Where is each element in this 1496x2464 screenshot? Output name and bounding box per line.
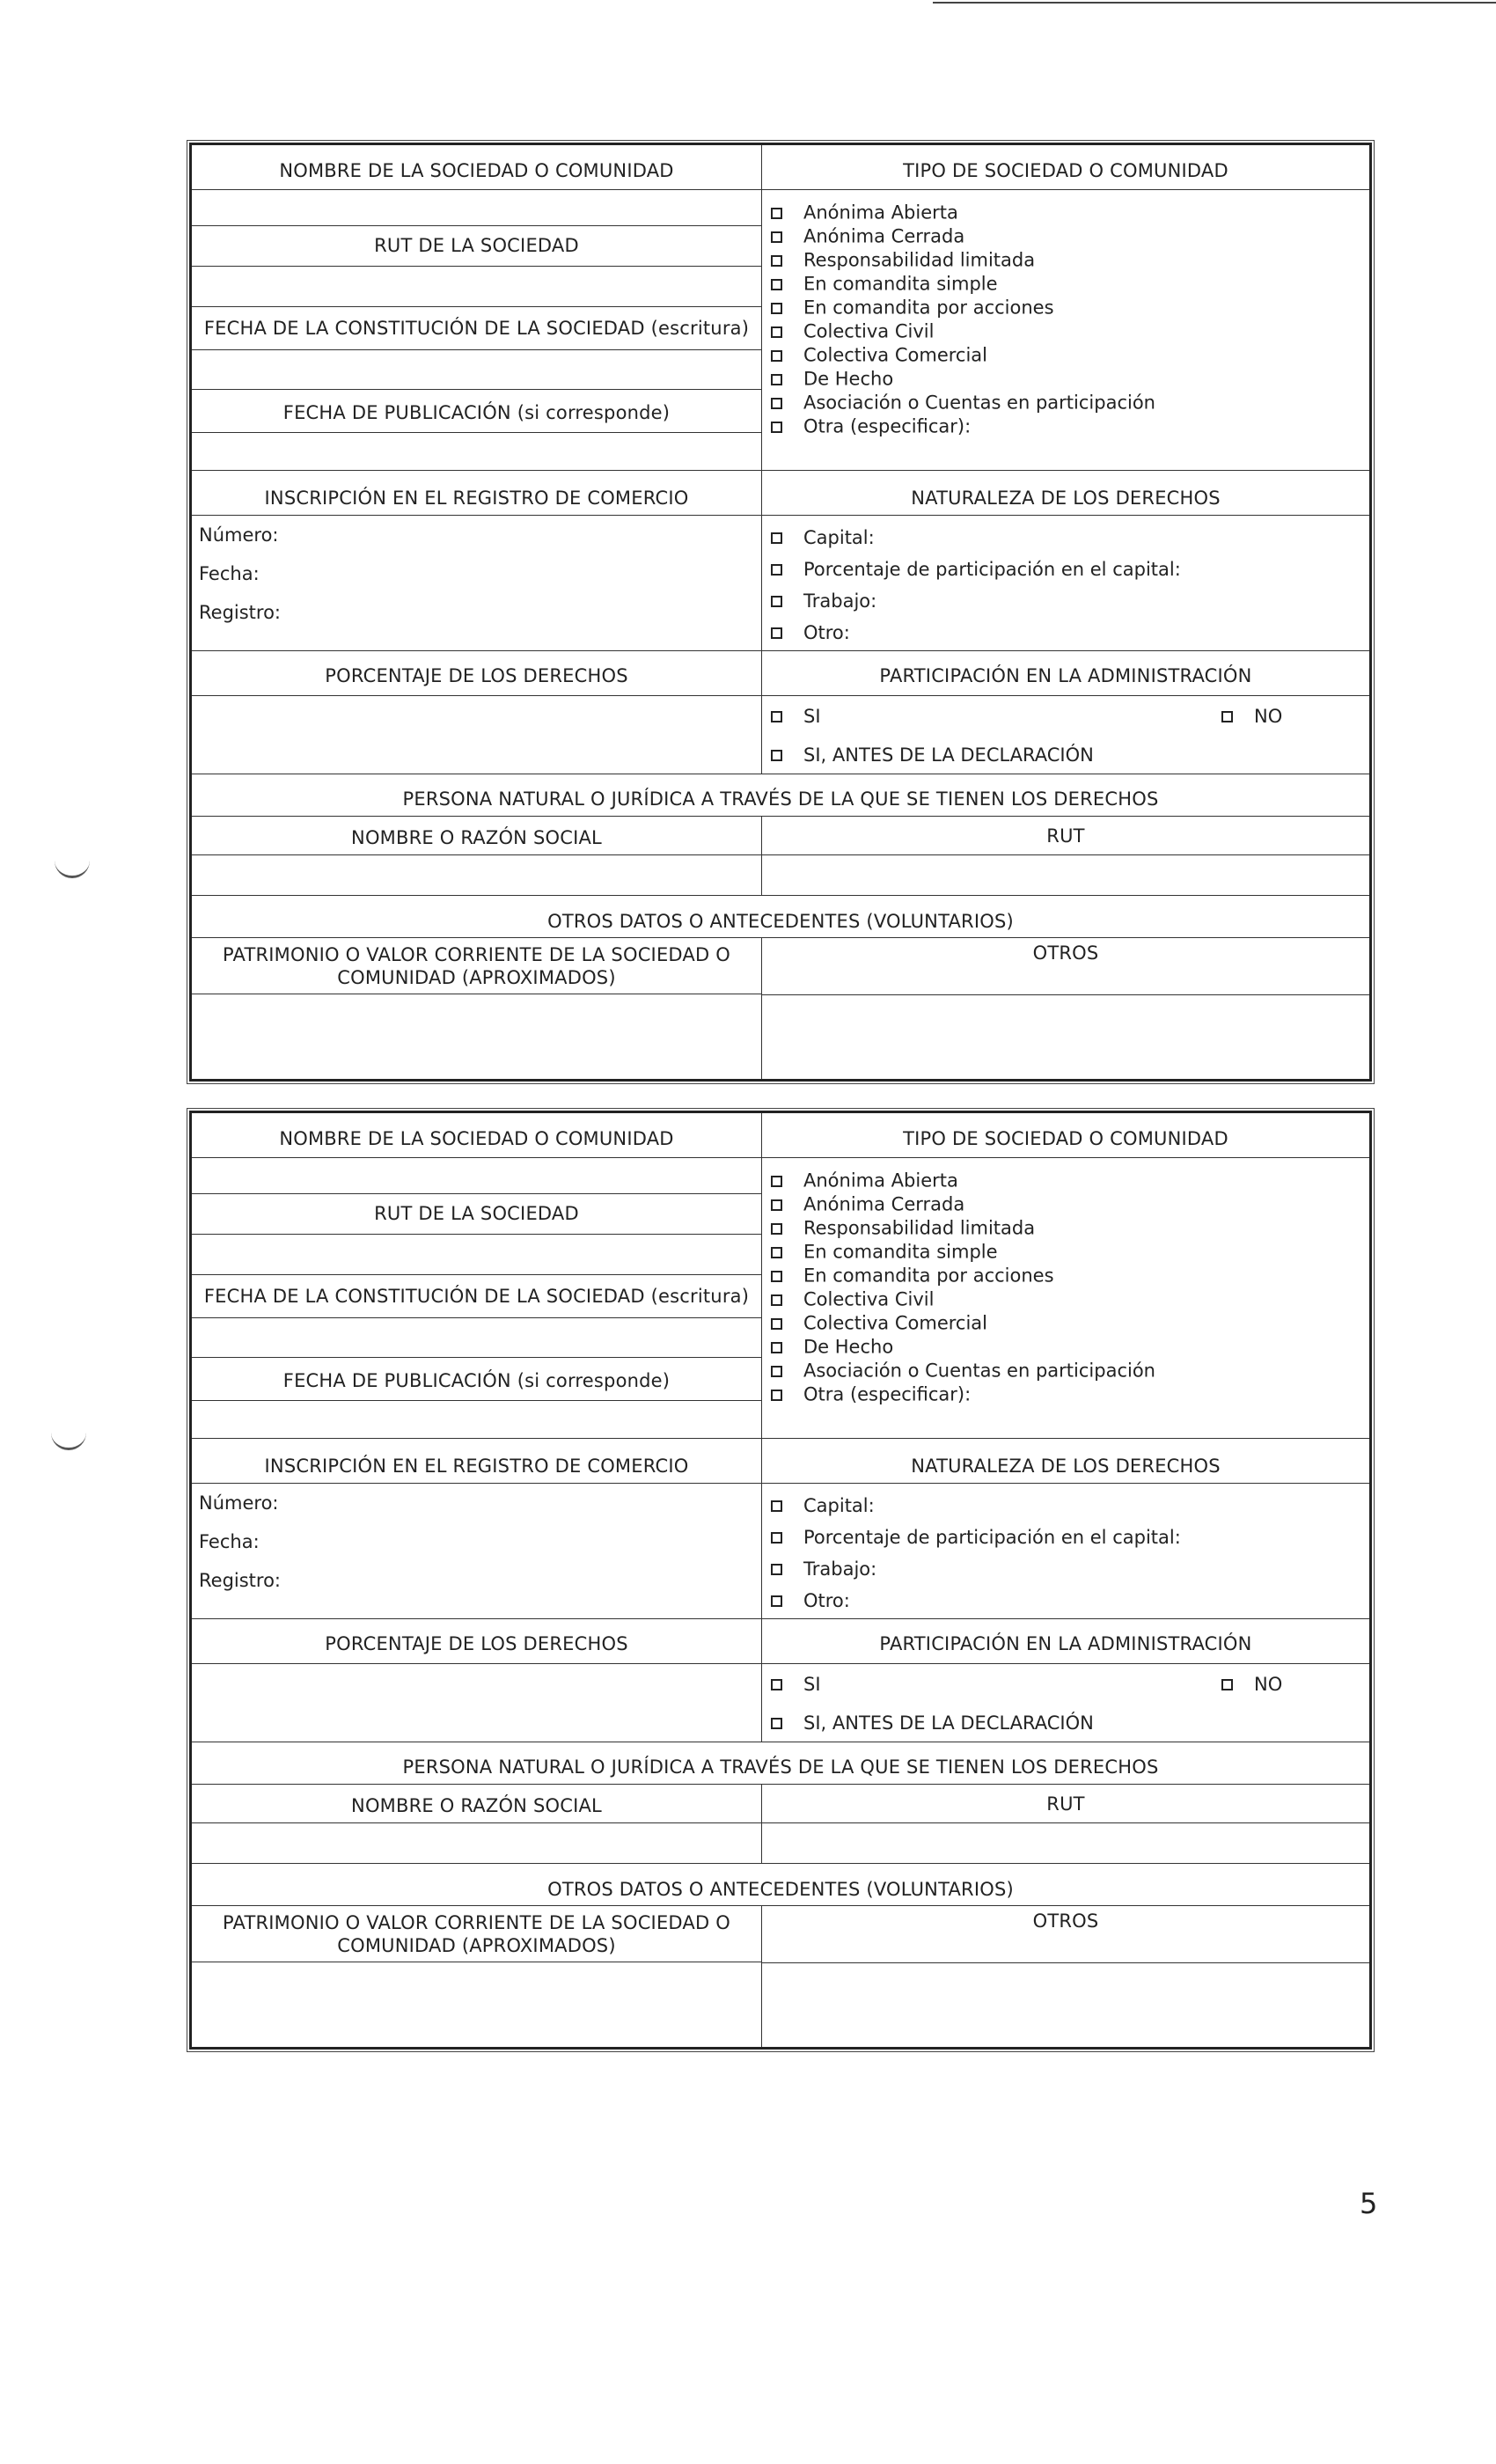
option-label: Responsabilidad limitada (803, 1217, 1036, 1239)
constitution-date-label: FECHA DE LA CONSTITUCIÓN DE LA SOCIEDAD (escritura) (192, 1275, 761, 1318)
company-section (192, 145, 1369, 471)
registration-column (192, 1439, 762, 1618)
option-label: Capital: (803, 1495, 875, 1516)
option-label: En comandita por acciones (803, 297, 1054, 319)
percentage-section (192, 1619, 1369, 1742)
company-type-column (762, 145, 1369, 470)
registration-column (192, 471, 762, 650)
company-type-option[interactable] (762, 391, 1369, 414)
company-type-option[interactable] (762, 1287, 1369, 1311)
rights-nature-options (762, 516, 1369, 648)
intermediary-rut-label: RUT (1046, 1793, 1085, 1815)
checkbox-icon[interactable] (771, 532, 782, 544)
percentage-section (192, 651, 1369, 774)
checkbox-icon[interactable] (771, 326, 782, 338)
option-label: Colectiva Comercial (803, 344, 987, 366)
publication-date-field[interactable] (192, 1401, 761, 1440)
company-rut-field[interactable] (192, 1235, 761, 1275)
company-type-option[interactable] (762, 1382, 1369, 1406)
checkbox-icon[interactable] (1221, 711, 1233, 722)
checkbox-icon[interactable] (771, 1679, 782, 1690)
company-type-option[interactable] (762, 1216, 1369, 1240)
admin-no-option[interactable]: NO (1221, 1664, 1282, 1704)
rights-nature-option[interactable] (762, 1521, 1369, 1552)
company-type-label: TIPO DE SOCIEDAD O COMUNIDAD (762, 145, 1369, 190)
checkbox-icon[interactable] (771, 750, 782, 761)
company-name-label: NOMBRE DE LA SOCIEDAD O COMUNIDAD (192, 1113, 761, 1158)
checkbox-icon[interactable] (771, 1271, 782, 1282)
registration-section (192, 1439, 1369, 1619)
company-name-field[interactable] (192, 1158, 761, 1194)
rights-nature-option[interactable] (762, 553, 1369, 584)
company-name-field[interactable] (192, 190, 761, 226)
admin-yes-option[interactable]: SI NO (762, 1664, 1369, 1703)
patrimony-field[interactable] (192, 994, 761, 1074)
rights-nature-label: NATURALEZA DE LOS DERECHOS (762, 1439, 1369, 1484)
option-label: Porcentaje de participación en el capital: (803, 1527, 1181, 1548)
checkbox-icon[interactable] (771, 564, 782, 576)
registration-registry-label: Registro: (199, 1570, 282, 1591)
patrimony-label: PATRIMONIO O VALOR CORRIENTE DE LA SOCIEDAD O COMUNIDAD (APROXIMADOS) (192, 938, 761, 994)
option-label: Anónima Abierta (803, 202, 958, 224)
company-type-option[interactable] (762, 367, 1369, 391)
rights-percentage-label: PORCENTAJE DE LOS DERECHOS (192, 1619, 761, 1664)
rights-percentage-field[interactable] (192, 1664, 761, 1742)
intermediary-rut-label: RUT (1046, 825, 1085, 847)
checkbox-icon[interactable] (771, 1223, 782, 1235)
company-type-option[interactable] (762, 319, 1369, 343)
checkbox-icon[interactable] (771, 303, 782, 314)
option-label: Otra (especificar): (803, 415, 972, 437)
registration-registry-label: Registro: (199, 602, 282, 623)
company-rut-label: RUT DE LA SOCIEDAD (192, 1194, 761, 1235)
constitution-date-field[interactable] (192, 1318, 761, 1358)
option-label: De Hecho (803, 368, 894, 390)
other-data-section (192, 938, 1369, 1079)
declaration-form-1 (189, 143, 1372, 1082)
publication-date-label: FECHA DE PUBLICACIÓN (si corresponde) (192, 390, 761, 433)
checkbox-icon[interactable] (771, 208, 782, 219)
company-type-option[interactable] (762, 1240, 1369, 1264)
checkbox-icon[interactable] (771, 1199, 782, 1211)
company-type-column (762, 1113, 1369, 1438)
company-info-column (192, 145, 762, 470)
option-label: Otro: (803, 1590, 850, 1611)
intermediary-labels-row (192, 817, 1369, 855)
option-label: Colectiva Civil (803, 1288, 935, 1310)
rights-nature-option[interactable] (762, 584, 1369, 616)
others-label: OTROS (762, 938, 1369, 995)
constitution-date-field[interactable] (192, 350, 761, 390)
rights-nature-option[interactable] (762, 1489, 1369, 1521)
intermediary-fields-row (192, 855, 1369, 896)
admin-yes-option[interactable]: SI NO (762, 696, 1369, 735)
patrimony-field[interactable] (192, 1962, 761, 2042)
company-type-option[interactable] (762, 1359, 1369, 1382)
checkbox-icon[interactable] (771, 627, 782, 639)
rights-nature-column (762, 1439, 1369, 1618)
rights-nature-options (762, 1484, 1369, 1616)
checkbox-icon[interactable] (771, 1342, 782, 1353)
company-type-option[interactable] (762, 248, 1369, 272)
option-label: De Hecho (803, 1336, 894, 1358)
checkbox-icon[interactable] (771, 1718, 782, 1729)
rights-nature-option[interactable] (762, 1584, 1369, 1616)
checkbox-icon[interactable] (771, 398, 782, 409)
company-type-option[interactable] (762, 1264, 1369, 1287)
company-type-options (762, 190, 1369, 438)
checkbox-icon[interactable] (771, 1176, 782, 1187)
percentage-column (192, 651, 762, 774)
checkbox-icon[interactable] (771, 1500, 782, 1512)
company-type-option[interactable] (762, 414, 1369, 438)
intermediary-rut-field[interactable] (762, 855, 1369, 895)
company-rut-label: RUT DE LA SOCIEDAD (192, 226, 761, 267)
registration-number-label: Número: (199, 1492, 279, 1514)
others-column (762, 1906, 1369, 2047)
admin-no-option[interactable]: NO (1221, 696, 1282, 736)
admin-yes-before-option[interactable]: SI, ANTES DE LA DECLARACIÓN (762, 1703, 1369, 1742)
checkbox-icon[interactable] (771, 1532, 782, 1544)
option-label: Colectiva Comercial (803, 1312, 987, 1334)
option-label: Anónima Cerrada (803, 1193, 965, 1215)
admin-participation-column (762, 1619, 1369, 1742)
checkbox-icon[interactable] (1221, 1679, 1233, 1690)
intermediary-rut-field[interactable] (762, 1823, 1369, 1863)
rights-nature-column (762, 471, 1369, 650)
checkbox-icon[interactable] (771, 279, 782, 290)
intermediary-header-row (192, 1742, 1369, 1785)
company-type-option[interactable] (762, 343, 1369, 367)
option-label: Anónima Abierta (803, 1170, 958, 1192)
option-label: En comandita simple (803, 273, 998, 295)
checkbox-icon[interactable] (771, 1294, 782, 1306)
intermediary-name-label: NOMBRE O RAZÓN SOCIAL (192, 817, 762, 854)
option-label: Trabajo: (803, 590, 877, 612)
punch-hole-mark (55, 849, 90, 878)
option-label: En comandita por acciones (803, 1265, 1054, 1287)
option-label: Porcentaje de participación en el capital: (803, 559, 1181, 580)
admin-participation-label: PARTICIPACIÓN EN LA ADMINISTRACIÓN (762, 1619, 1369, 1664)
company-type-option[interactable] (762, 272, 1369, 296)
checkbox-icon[interactable] (771, 1595, 782, 1607)
rights-nature-option[interactable] (762, 1552, 1369, 1584)
registration-section (192, 471, 1369, 651)
company-name-label: NOMBRE DE LA SOCIEDAD O COMUNIDAD (192, 145, 761, 190)
percentage-column (192, 1619, 762, 1742)
company-type-option[interactable] (762, 296, 1369, 319)
others-field[interactable] (762, 1963, 1369, 2042)
intermediary-header-row (192, 774, 1369, 817)
company-rut-field[interactable] (192, 267, 761, 307)
declaration-form-2 (189, 1111, 1372, 2050)
checkbox-icon[interactable] (771, 1247, 782, 1258)
others-label: OTROS (762, 1906, 1369, 1963)
publication-date-label: FECHA DE PUBLICACIÓN (si corresponde) (192, 1358, 761, 1401)
other-data-section (192, 1906, 1369, 2047)
checkbox-icon[interactable] (771, 711, 782, 722)
checkbox-icon[interactable] (771, 1564, 782, 1575)
punch-hole-mark (51, 1421, 86, 1450)
others-column (762, 938, 1369, 1079)
company-info-column (192, 1113, 762, 1438)
admin-participation-label: PARTICIPACIÓN EN LA ADMINISTRACIÓN (762, 651, 1369, 696)
page-number: 5 (1360, 2187, 1378, 2220)
intermediary-fields-row (192, 1823, 1369, 1864)
intermediary-name-field[interactable] (192, 855, 762, 895)
option-label: Otra (especificar): (803, 1383, 972, 1405)
company-type-option[interactable] (762, 224, 1369, 248)
option-label: Asociación o Cuentas en participación (803, 392, 1155, 414)
other-data-label: OTROS DATOS O ANTECEDENTES (VOLUNTARIOS) (547, 1879, 1014, 1900)
company-type-option[interactable] (762, 1169, 1369, 1192)
publication-date-field[interactable] (192, 433, 761, 472)
checkbox-icon[interactable] (771, 596, 782, 607)
registration-date-label: Fecha: (199, 563, 260, 584)
option-label: Trabajo: (803, 1558, 877, 1580)
checkbox-icon[interactable] (771, 374, 782, 385)
checkbox-icon[interactable] (771, 1318, 782, 1330)
intermediary-name-label: NOMBRE O RAZÓN SOCIAL (192, 1785, 762, 1822)
registration-date-label: Fecha: (199, 1531, 260, 1552)
intermediary-labels-row (192, 1785, 1369, 1823)
company-type-option[interactable] (762, 1335, 1369, 1359)
option-label: Colectiva Civil (803, 320, 935, 342)
company-type-option[interactable] (762, 201, 1369, 224)
checkbox-icon[interactable] (771, 1390, 782, 1401)
admin-participation-column (762, 651, 1369, 774)
checkbox-icon[interactable] (771, 422, 782, 433)
rights-percentage-field[interactable] (192, 696, 761, 774)
registration-label: INSCRIPCIÓN EN EL REGISTRO DE COMERCIO (192, 471, 761, 516)
patrimony-column (192, 1906, 762, 2047)
intermediary-label: PERSONA NATURAL O JURÍDICA A TRAVÉS DE LA QUE SE TIENEN LOS DERECHOS (402, 1756, 1159, 1778)
rights-nature-option[interactable] (762, 521, 1369, 553)
intermediary-name-field[interactable] (192, 1823, 762, 1863)
rights-nature-option[interactable] (762, 616, 1369, 648)
checkbox-icon[interactable] (771, 255, 782, 267)
other-data-header-row (192, 896, 1369, 938)
other-data-label: OTROS DATOS O ANTECEDENTES (VOLUNTARIOS) (547, 911, 1014, 932)
checkbox-icon[interactable] (771, 350, 782, 362)
patrimony-label: PATRIMONIO O VALOR CORRIENTE DE LA SOCIEDAD O COMUNIDAD (APROXIMADOS) (192, 1906, 761, 1962)
option-label: Asociación o Cuentas en participación (803, 1360, 1155, 1382)
option-label: Capital: (803, 527, 875, 548)
checkbox-icon[interactable] (771, 1366, 782, 1377)
company-type-options (762, 1158, 1369, 1406)
registration-number-label: Número: (199, 524, 279, 546)
others-field[interactable] (762, 995, 1369, 1074)
registration-label: INSCRIPCIÓN EN EL REGISTRO DE COMERCIO (192, 1439, 761, 1484)
rights-nature-label: NATURALEZA DE LOS DERECHOS (762, 471, 1369, 516)
company-section (192, 1113, 1369, 1439)
admin-yes-before-option[interactable]: SI, ANTES DE LA DECLARACIÓN (762, 735, 1369, 774)
rights-percentage-label: PORCENTAJE DE LOS DERECHOS (192, 651, 761, 696)
option-label: En comandita simple (803, 1241, 998, 1263)
checkbox-icon[interactable] (771, 231, 782, 243)
company-type-option[interactable] (762, 1192, 1369, 1216)
company-type-label: TIPO DE SOCIEDAD O COMUNIDAD (762, 1113, 1369, 1158)
other-data-header-row (192, 1864, 1369, 1906)
company-type-option[interactable] (762, 1311, 1369, 1335)
scan-edge-line (933, 2, 1496, 4)
patrimony-column (192, 938, 762, 1079)
intermediary-label: PERSONA NATURAL O JURÍDICA A TRAVÉS DE LA QUE SE TIENEN LOS DERECHOS (402, 788, 1159, 810)
option-label: Responsabilidad limitada (803, 249, 1036, 271)
option-label: Otro: (803, 622, 850, 643)
constitution-date-label: FECHA DE LA CONSTITUCIÓN DE LA SOCIEDAD (escritura) (192, 307, 761, 350)
option-label: Anónima Cerrada (803, 225, 965, 247)
